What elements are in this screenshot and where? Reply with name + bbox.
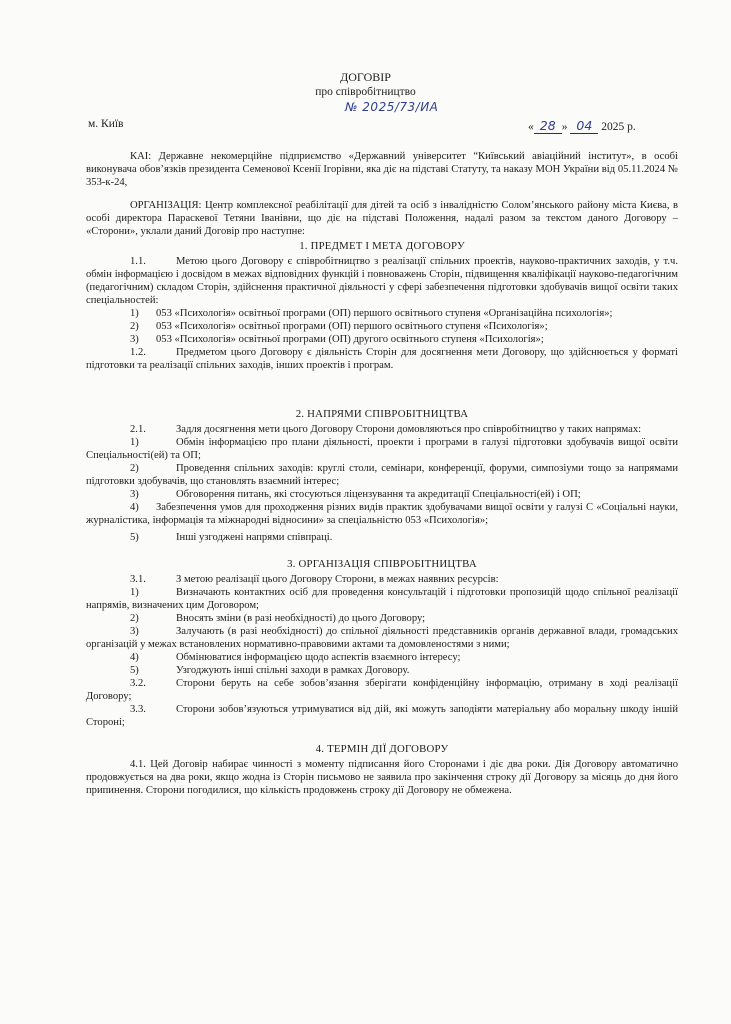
clause-number: 1.1. xyxy=(130,256,146,267)
document-subtitle: про співробітництво xyxy=(315,86,416,98)
clause-number: 3.3. xyxy=(130,704,146,715)
list-number: 4) xyxy=(130,652,139,663)
document-body xyxy=(86,150,678,797)
list-item xyxy=(86,586,678,612)
section-heading-2: 2. НАПРЯМИ СПІВРОБІТНИЦТВА xyxy=(295,408,469,420)
clause-text: Сторони зобов’язуються утримуватися від дій, які можуть заподіяти матеріальну або моральну шкоду іншій Стороні; xyxy=(86,704,678,728)
clause-3-2 xyxy=(86,677,678,703)
list-item xyxy=(86,625,678,651)
list-text: Визначають контактних осіб для проведення консультацій і підготовки пропозицій щодо спільної реалізації напрямів, визначених цим Договором; xyxy=(86,587,678,611)
list-item xyxy=(86,320,678,333)
list-number: 3) xyxy=(130,489,139,500)
clause-number: 3.1. xyxy=(130,574,146,585)
list-number: 2) xyxy=(130,321,139,332)
intro-paragraph-kai: КАІ: Державне некомерційне підприємство «Державний університет “Київський авіаційний інститут», в особі виконувача обов’язків президента Семенової Ксенії Ігорівни, яка діє на підставі Статуту, та наказу МОН України від 05.11.2024 № 353-к-24, xyxy=(86,151,678,188)
section-heading-3: 3. ОРГАНІЗАЦІЯ СПІВРОБІТНИЦТВА xyxy=(287,558,477,570)
clause-number: 4.1. xyxy=(130,759,146,770)
city: м. Київ xyxy=(88,118,124,130)
list-number: 2) xyxy=(130,463,139,474)
list-text: Обговорення питань, які стосуються ліцензування та акредитації Спеціальності(ей) і ОП; xyxy=(176,489,581,500)
clause-3-1 xyxy=(86,573,678,586)
date-close-quote: » xyxy=(561,121,568,133)
list-text: 053 «Психологія» освітньої програми (ОП) першого освітнього ступеня «Організаційна психологія»; xyxy=(156,308,613,319)
list-text: Узгоджують інші спільні заходи в рамках Договору. xyxy=(176,665,410,676)
date-month: 04 xyxy=(570,118,598,134)
list-text: Обмінюватися інформацією щодо аспектів взаємного інтересу; xyxy=(176,652,461,663)
list-item xyxy=(86,664,678,677)
list-text: Інші узгоджені напрями співпраці. xyxy=(176,532,333,543)
clause-text: З метою реалізації цього Договору Сторони, в межах наявних ресурсів: xyxy=(176,574,499,585)
clause-text: Сторони беруть на себе зобов’язання зберігати конфіденційну інформацію, отриману в ході реалізації Договору; xyxy=(86,678,678,702)
date-open-quote: « xyxy=(528,121,534,133)
list-item xyxy=(86,612,678,625)
list-text: 053 «Психологія» освітньої програми (ОП) другого освітнього ступеня «Психологія»; xyxy=(156,334,544,345)
clause-text: Задля досягнення мети цього Договору Сторони домовляються про співробітництво у таких напрямах: xyxy=(176,424,642,435)
list-number: 5) xyxy=(130,665,139,676)
list-number: 3) xyxy=(130,334,139,345)
list-number: 4) xyxy=(130,502,139,513)
contract-date xyxy=(528,118,636,134)
section-heading-4: 4. ТЕРМІН ДІЇ ДОГОВОРУ xyxy=(315,743,449,755)
list-item xyxy=(86,501,678,527)
list-number: 1) xyxy=(130,437,139,448)
handwritten-contract-number: № 2025/73/ИА xyxy=(345,100,439,114)
clause-4-1 xyxy=(86,758,678,797)
list-item xyxy=(86,436,678,462)
clause-1-2 xyxy=(86,346,678,372)
intro-paragraph-organization: ОРГАНІЗАЦІЯ: Центр комплексної реабілітації для дітей та осіб з інвалідністю Солом’янського району міста Києва, в особі директора Параскевої Тетяни Іванівни, що діє на підставі Положення, надалі разом за текстом даного Договору – «Сторони», уклали даний Договір про наступне: xyxy=(86,200,678,237)
list-item xyxy=(86,531,678,544)
list-number: 3) xyxy=(130,626,139,637)
list-number: 1) xyxy=(130,308,139,319)
clause-number: 2.1. xyxy=(130,424,146,435)
section-heading-1: 1. ПРЕДМЕТ І МЕТА ДОГОВОРУ xyxy=(299,240,465,252)
list-text: Забезпечення умов для проходження різних видів практик здобувачами вищої освіти у галузі С «Соціальні науки, журналістика, інформація та міжнародні відносини» за спеціальністю 053 «Психологія»; xyxy=(86,502,678,526)
clause-3-3 xyxy=(86,703,678,729)
clause-number: 1.2. xyxy=(130,347,146,358)
list-number: 5) xyxy=(130,532,139,543)
list-text: Обмін інформацією про плани діяльності, проекти і програми в галузі підготовки здобувачів вищої освіти Спеціальності(ей) та ОП; xyxy=(86,437,678,461)
clause-2-1 xyxy=(86,423,678,436)
document-title: ДОГОВІР xyxy=(340,70,391,84)
list-item xyxy=(86,333,678,346)
list-text: Проведення спільних заходів: круглі столи, семінари, конференції, форуми, симпозіуми тощо за напрямами підготовки здобувачів, що становлять взаємний інтерес; xyxy=(86,463,678,487)
clause-number: 3.2. xyxy=(130,678,146,689)
list-item xyxy=(86,651,678,664)
clause-text: Предметом цього Договору є діяльність Сторін для досягнення мети Договору, що здійснюється у форматі підготовки та реалізації спільних заходів, інших проектів і програм. xyxy=(86,347,678,371)
list-text: 053 «Психологія» освітньої програми (ОП) першого освітнього ступеня «Психологія»; xyxy=(156,321,548,332)
date-year: 2025 р. xyxy=(601,121,636,133)
list-text: Вносять зміни (в разі необхідності) до цього Договору; xyxy=(176,613,426,624)
list-item xyxy=(86,462,678,488)
list-number: 2) xyxy=(130,613,139,624)
list-item xyxy=(86,307,678,320)
list-number: 1) xyxy=(130,587,139,598)
date-day: 28 xyxy=(534,118,562,134)
list-text: Залучають (в разі необхідності) до спільної діяльності представників органів державної влади, громадських організацій у межах встановлених нормативно-правовими актами та домовленостями з ними; xyxy=(86,626,678,650)
clause-1-1 xyxy=(86,255,678,307)
list-item xyxy=(86,488,678,501)
clause-text: Метою цього Договору є співробітництво з реалізації спільних проектів, науково-практичних заходів, у т.ч. обмін інформацією і досвідом в межах відповідних функцій і повноважень Сторін, підвищення кваліфікації науково-педагогічним (педагогічним) складом Сторін, здійснення практичної діяльності у сфері забезпечення підготовки здобувачів вищої освіти таких спеціальностей: xyxy=(86,256,678,306)
clause-text: Цей Договір набирає чинності з моменту підписання його Сторонами і діє два роки. Дія Договору автоматично продовжується на два роки, якщо жодна із Сторін письмово не заявила про закінчення строку дії Договору за місяць до дня його припинення. Сторони погодилися, що кількість продовжень строку дії Договору не обмежена. xyxy=(86,759,678,796)
